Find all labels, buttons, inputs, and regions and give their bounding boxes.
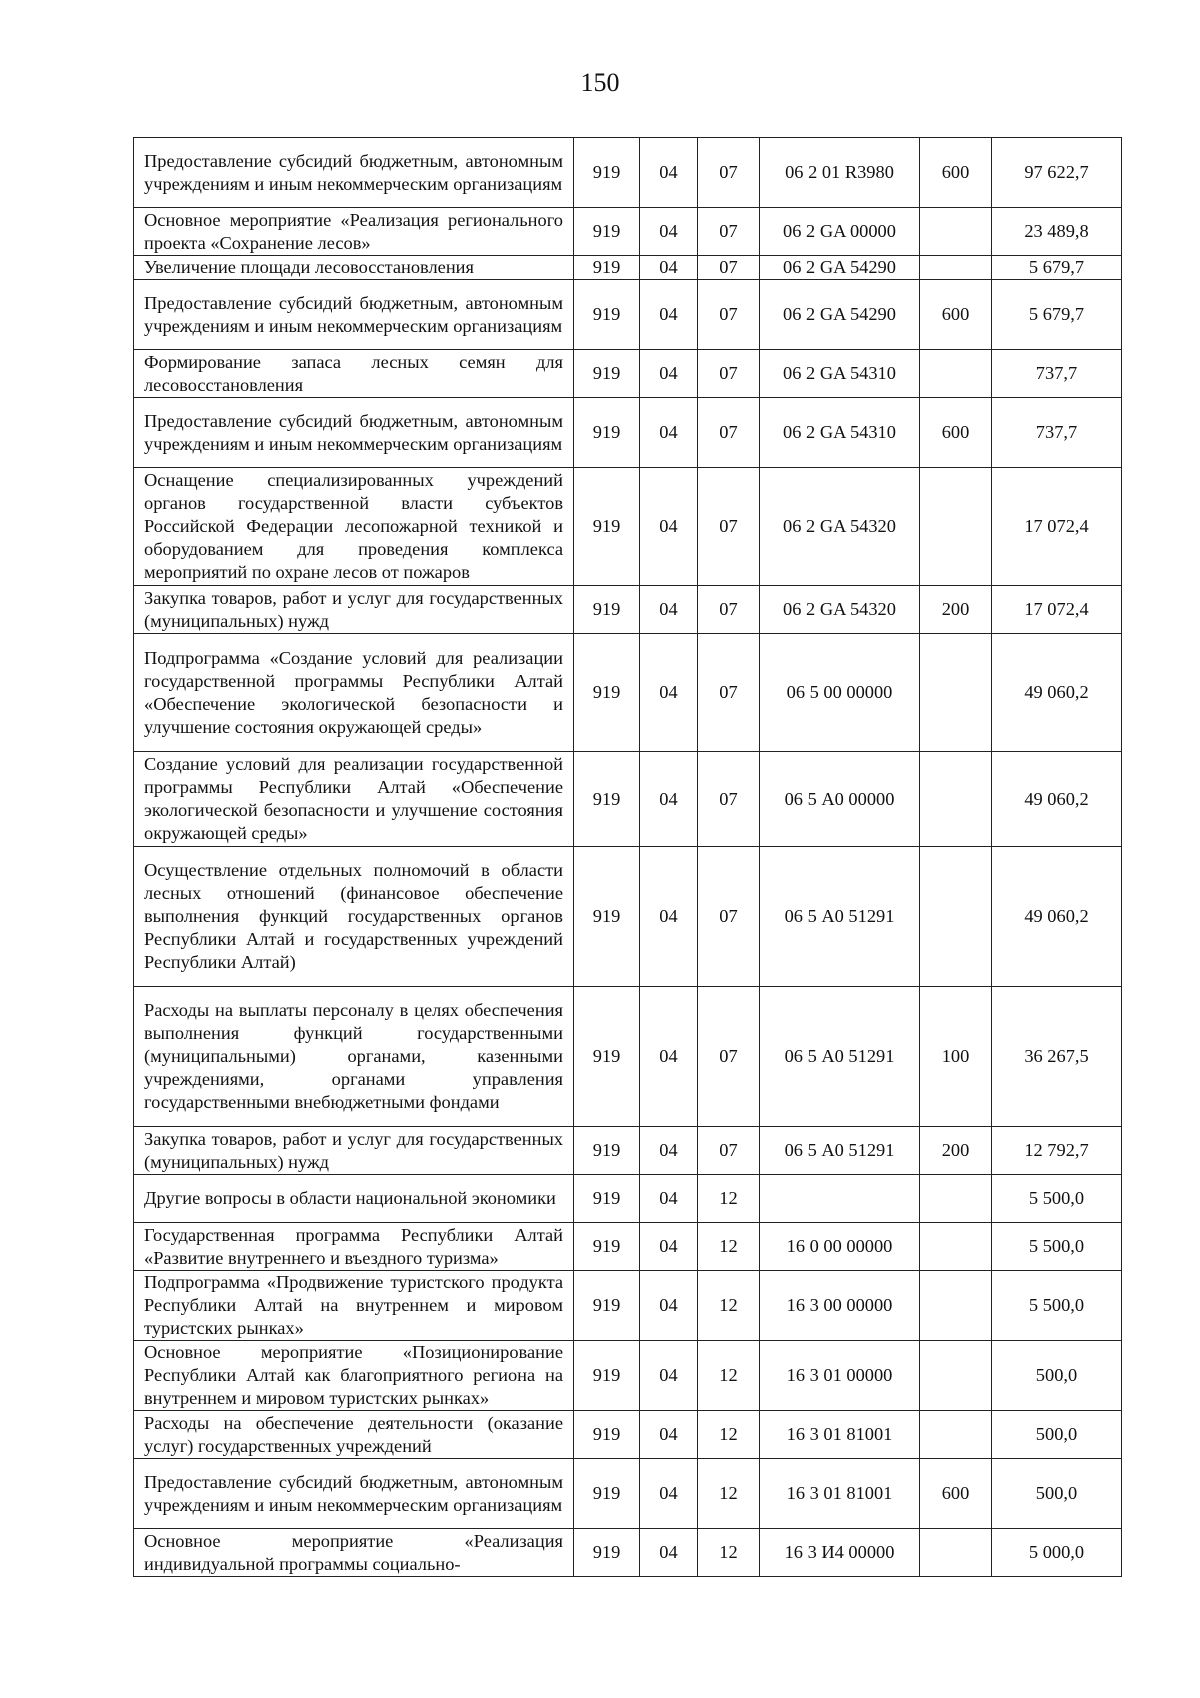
amount-cell: 17 072,4 bbox=[992, 468, 1122, 586]
target-item-code-cell: 06 2 GA 54290 bbox=[760, 280, 920, 350]
amount-cell: 36 267,5 bbox=[992, 987, 1122, 1127]
subsection-code-cell: 07 bbox=[698, 847, 760, 987]
section-code-cell: 04 bbox=[640, 208, 698, 256]
table-row bbox=[134, 586, 1122, 634]
section-code-cell: 04 bbox=[640, 586, 698, 634]
table-row bbox=[134, 280, 1122, 350]
section-code-cell: 04 bbox=[640, 752, 698, 847]
subsection-code-cell: 07 bbox=[698, 634, 760, 752]
table-row bbox=[134, 847, 1122, 987]
table-row bbox=[134, 1459, 1122, 1529]
ministry-code-cell: 919 bbox=[574, 280, 640, 350]
section-code-cell: 04 bbox=[640, 987, 698, 1127]
subsection-code-cell: 12 bbox=[698, 1175, 760, 1223]
expense-type-code-cell: 200 bbox=[920, 1127, 992, 1175]
ministry-code-cell: 919 bbox=[574, 1459, 640, 1529]
expense-type-code-cell: 200 bbox=[920, 586, 992, 634]
ministry-code-cell: 919 bbox=[574, 138, 640, 208]
table-row bbox=[134, 1271, 1122, 1341]
amount-cell: 49 060,2 bbox=[992, 752, 1122, 847]
amount-cell: 5 679,7 bbox=[992, 256, 1122, 280]
expense-name-cell: Основное мероприятие «Реализация регионального проекта «Сохранение лесов» bbox=[134, 208, 574, 256]
subsection-code-cell: 12 bbox=[698, 1271, 760, 1341]
expense-type-code-cell bbox=[920, 1223, 992, 1271]
expense-type-code-cell: 100 bbox=[920, 987, 992, 1127]
table-row bbox=[134, 987, 1122, 1127]
expense-type-code-cell bbox=[920, 1175, 992, 1223]
amount-cell: 5 000,0 bbox=[992, 1529, 1122, 1577]
expense-name-cell: Закупка товаров, работ и услуг для государственных (муниципальных) нужд bbox=[134, 586, 574, 634]
target-item-code-cell: 06 5 00 00000 bbox=[760, 634, 920, 752]
subsection-code-cell: 07 bbox=[698, 752, 760, 847]
expense-type-code-cell bbox=[920, 1411, 992, 1459]
table-row bbox=[134, 256, 1122, 280]
expense-name-cell: Предоставление субсидий бюджетным, автономным учреждениям и иным некоммерческим организациям bbox=[134, 280, 574, 350]
expense-type-code-cell bbox=[920, 208, 992, 256]
subsection-code-cell: 07 bbox=[698, 1127, 760, 1175]
expense-type-code-cell bbox=[920, 1341, 992, 1411]
table-row bbox=[134, 1223, 1122, 1271]
ministry-code-cell: 919 bbox=[574, 256, 640, 280]
section-code-cell: 04 bbox=[640, 138, 698, 208]
section-code-cell: 04 bbox=[640, 1529, 698, 1577]
expense-type-code-cell bbox=[920, 256, 992, 280]
expense-name-cell: Расходы на выплаты персоналу в целях обеспечения выполнения функций государственными (муниципальными) органами, казенными учреждениями, органами управления государственными внебюджетными фондами bbox=[134, 987, 574, 1127]
section-code-cell: 04 bbox=[640, 1459, 698, 1529]
expense-type-code-cell bbox=[920, 1529, 992, 1577]
amount-cell: 5 500,0 bbox=[992, 1223, 1122, 1271]
section-code-cell: 04 bbox=[640, 634, 698, 752]
section-code-cell: 04 bbox=[640, 256, 698, 280]
table-row bbox=[134, 138, 1122, 208]
expense-name-cell: Закупка товаров, работ и услуг для государственных (муниципальных) нужд bbox=[134, 1127, 574, 1175]
target-item-code-cell: 06 2 GA 54310 bbox=[760, 398, 920, 468]
subsection-code-cell: 07 bbox=[698, 208, 760, 256]
expense-type-code-cell bbox=[920, 350, 992, 398]
ministry-code-cell: 919 bbox=[574, 1341, 640, 1411]
table-row bbox=[134, 468, 1122, 586]
expense-name-cell: Другие вопросы в области национальной экономики bbox=[134, 1175, 574, 1223]
table-row bbox=[134, 398, 1122, 468]
target-item-code-cell: 16 3 01 81001 bbox=[760, 1411, 920, 1459]
ministry-code-cell: 919 bbox=[574, 586, 640, 634]
ministry-code-cell: 919 bbox=[574, 208, 640, 256]
section-code-cell: 04 bbox=[640, 1341, 698, 1411]
ministry-code-cell: 919 bbox=[574, 634, 640, 752]
table-row bbox=[134, 1529, 1122, 1577]
subsection-code-cell: 12 bbox=[698, 1459, 760, 1529]
subsection-code-cell: 07 bbox=[698, 138, 760, 208]
subsection-code-cell: 07 bbox=[698, 280, 760, 350]
target-item-code-cell bbox=[760, 1175, 920, 1223]
budget-table-body bbox=[134, 138, 1122, 1577]
subsection-code-cell: 07 bbox=[698, 350, 760, 398]
ministry-code-cell: 919 bbox=[574, 752, 640, 847]
target-item-code-cell: 16 3 И4 00000 bbox=[760, 1529, 920, 1577]
page-number: 150 bbox=[580, 68, 620, 97]
expense-name-cell: Основное мероприятие «Реализация индивидуальной программы социально- bbox=[134, 1529, 574, 1577]
target-item-code-cell: 06 5 А0 51291 bbox=[760, 1127, 920, 1175]
amount-cell: 737,7 bbox=[992, 398, 1122, 468]
subsection-code-cell: 07 bbox=[698, 256, 760, 280]
ministry-code-cell: 919 bbox=[574, 1223, 640, 1271]
section-code-cell: 04 bbox=[640, 1127, 698, 1175]
target-item-code-cell: 06 2 GA 00000 bbox=[760, 208, 920, 256]
section-code-cell: 04 bbox=[640, 1411, 698, 1459]
section-code-cell: 04 bbox=[640, 468, 698, 586]
target-item-code-cell: 16 3 01 81001 bbox=[760, 1459, 920, 1529]
target-item-code-cell: 06 2 GA 54290 bbox=[760, 256, 920, 280]
section-code-cell: 04 bbox=[640, 1175, 698, 1223]
target-item-code-cell: 06 2 GA 54310 bbox=[760, 350, 920, 398]
amount-cell: 500,0 bbox=[992, 1411, 1122, 1459]
amount-cell: 737,7 bbox=[992, 350, 1122, 398]
expense-name-cell: Оснащение специализированных учреждений органов государственной власти субъектов Российской Федерации лесопожарной техникой и оборудованием для проведения комплекса мероприятий по охране лесов от пожаров bbox=[134, 468, 574, 586]
amount-cell: 23 489,8 bbox=[992, 208, 1122, 256]
subsection-code-cell: 12 bbox=[698, 1341, 760, 1411]
amount-cell: 97 622,7 bbox=[992, 138, 1122, 208]
section-code-cell: 04 bbox=[640, 1271, 698, 1341]
ministry-code-cell: 919 bbox=[574, 1411, 640, 1459]
expense-name-cell: Государственная программа Республики Алтай «Развитие внутреннего и въездного туризма» bbox=[134, 1223, 574, 1271]
expense-name-cell: Осуществление отдельных полномочий в области лесных отношений (финансовое обеспечение выполнения функций государственных органов Республики Алтай и государственных учреждений Республики Алтай) bbox=[134, 847, 574, 987]
ministry-code-cell: 919 bbox=[574, 847, 640, 987]
subsection-code-cell: 12 bbox=[698, 1223, 760, 1271]
expense-name-cell: Предоставление субсидий бюджетным, автономным учреждениям и иным некоммерческим организациям bbox=[134, 1459, 574, 1529]
amount-cell: 49 060,2 bbox=[992, 847, 1122, 987]
section-code-cell: 04 bbox=[640, 847, 698, 987]
expense-type-code-cell bbox=[920, 752, 992, 847]
expense-name-cell: Создание условий для реализации государственной программы Республики Алтай «Обеспечение экологической безопасности и улучшение состояния окружающей среды» bbox=[134, 752, 574, 847]
section-code-cell: 04 bbox=[640, 280, 698, 350]
expense-name-cell: Подпрограмма «Продвижение туристского продукта Республики Алтай на внутреннем и мировом туристских рынках» bbox=[134, 1271, 574, 1341]
section-code-cell: 04 bbox=[640, 350, 698, 398]
subsection-code-cell: 07 bbox=[698, 468, 760, 586]
ministry-code-cell: 919 bbox=[574, 1271, 640, 1341]
ministry-code-cell: 919 bbox=[574, 350, 640, 398]
ministry-code-cell: 919 bbox=[574, 468, 640, 586]
table-row bbox=[134, 350, 1122, 398]
expense-name-cell: Основное мероприятие «Позиционирование Республики Алтай как благоприятного региона на внутреннем и мировом туристских рынках» bbox=[134, 1341, 574, 1411]
target-item-code-cell: 06 5 А0 51291 bbox=[760, 847, 920, 987]
expense-name-cell: Увеличение площади лесовосстановления bbox=[134, 256, 574, 280]
table-row bbox=[134, 1411, 1122, 1459]
amount-cell: 5 500,0 bbox=[992, 1271, 1122, 1341]
amount-cell: 5 500,0 bbox=[992, 1175, 1122, 1223]
section-code-cell: 04 bbox=[640, 1223, 698, 1271]
subsection-code-cell: 07 bbox=[698, 987, 760, 1127]
target-item-code-cell: 16 3 00 00000 bbox=[760, 1271, 920, 1341]
table-row bbox=[134, 208, 1122, 256]
expense-name-cell: Расходы на обеспечение деятельности (оказание услуг) государственных учреждений bbox=[134, 1411, 574, 1459]
target-item-code-cell: 06 2 GA 54320 bbox=[760, 586, 920, 634]
ministry-code-cell: 919 bbox=[574, 1175, 640, 1223]
ministry-code-cell: 919 bbox=[574, 987, 640, 1127]
target-item-code-cell: 06 2 GA 54320 bbox=[760, 468, 920, 586]
expense-name-cell: Подпрограмма «Создание условий для реализации государственной программы Республики Алтай «Обеспечение экологической безопасности и улучшение состояния окружающей среды» bbox=[134, 634, 574, 752]
amount-cell: 500,0 bbox=[992, 1341, 1122, 1411]
ministry-code-cell: 919 bbox=[574, 1529, 640, 1577]
expense-type-code-cell: 600 bbox=[920, 398, 992, 468]
expense-name-cell: Предоставление субсидий бюджетным, автономным учреждениям и иным некоммерческим организациям bbox=[134, 398, 574, 468]
section-code-cell: 04 bbox=[640, 398, 698, 468]
table-row bbox=[134, 1175, 1122, 1223]
expense-type-code-cell bbox=[920, 847, 992, 987]
subsection-code-cell: 12 bbox=[698, 1411, 760, 1459]
amount-cell: 500,0 bbox=[992, 1459, 1122, 1529]
table-row bbox=[134, 752, 1122, 847]
expense-type-code-cell: 600 bbox=[920, 280, 992, 350]
table-row bbox=[134, 1127, 1122, 1175]
target-item-code-cell: 06 5 А0 00000 bbox=[760, 752, 920, 847]
amount-cell: 12 792,7 bbox=[992, 1127, 1122, 1175]
expense-type-code-cell: 600 bbox=[920, 138, 992, 208]
expense-type-code-cell bbox=[920, 634, 992, 752]
subsection-code-cell: 07 bbox=[698, 398, 760, 468]
target-item-code-cell: 16 3 01 00000 bbox=[760, 1341, 920, 1411]
ministry-code-cell: 919 bbox=[574, 398, 640, 468]
expense-type-code-cell bbox=[920, 1271, 992, 1341]
subsection-code-cell: 07 bbox=[698, 586, 760, 634]
ministry-code-cell: 919 bbox=[574, 1127, 640, 1175]
expense-type-code-cell: 600 bbox=[920, 1459, 992, 1529]
expense-type-code-cell bbox=[920, 468, 992, 586]
expense-name-cell: Формирование запаса лесных семян для лесовосстановления bbox=[134, 350, 574, 398]
table-row bbox=[134, 634, 1122, 752]
target-item-code-cell: 06 5 А0 51291 bbox=[760, 987, 920, 1127]
subsection-code-cell: 12 bbox=[698, 1529, 760, 1577]
budget-table bbox=[133, 137, 1122, 1577]
amount-cell: 49 060,2 bbox=[992, 634, 1122, 752]
amount-cell: 17 072,4 bbox=[992, 586, 1122, 634]
table-row bbox=[134, 1341, 1122, 1411]
amount-cell: 5 679,7 bbox=[992, 280, 1122, 350]
target-item-code-cell: 16 0 00 00000 bbox=[760, 1223, 920, 1271]
expense-name-cell: Предоставление субсидий бюджетным, автономным учреждениям и иным некоммерческим организациям bbox=[134, 138, 574, 208]
target-item-code-cell: 06 2 01 R3980 bbox=[760, 138, 920, 208]
